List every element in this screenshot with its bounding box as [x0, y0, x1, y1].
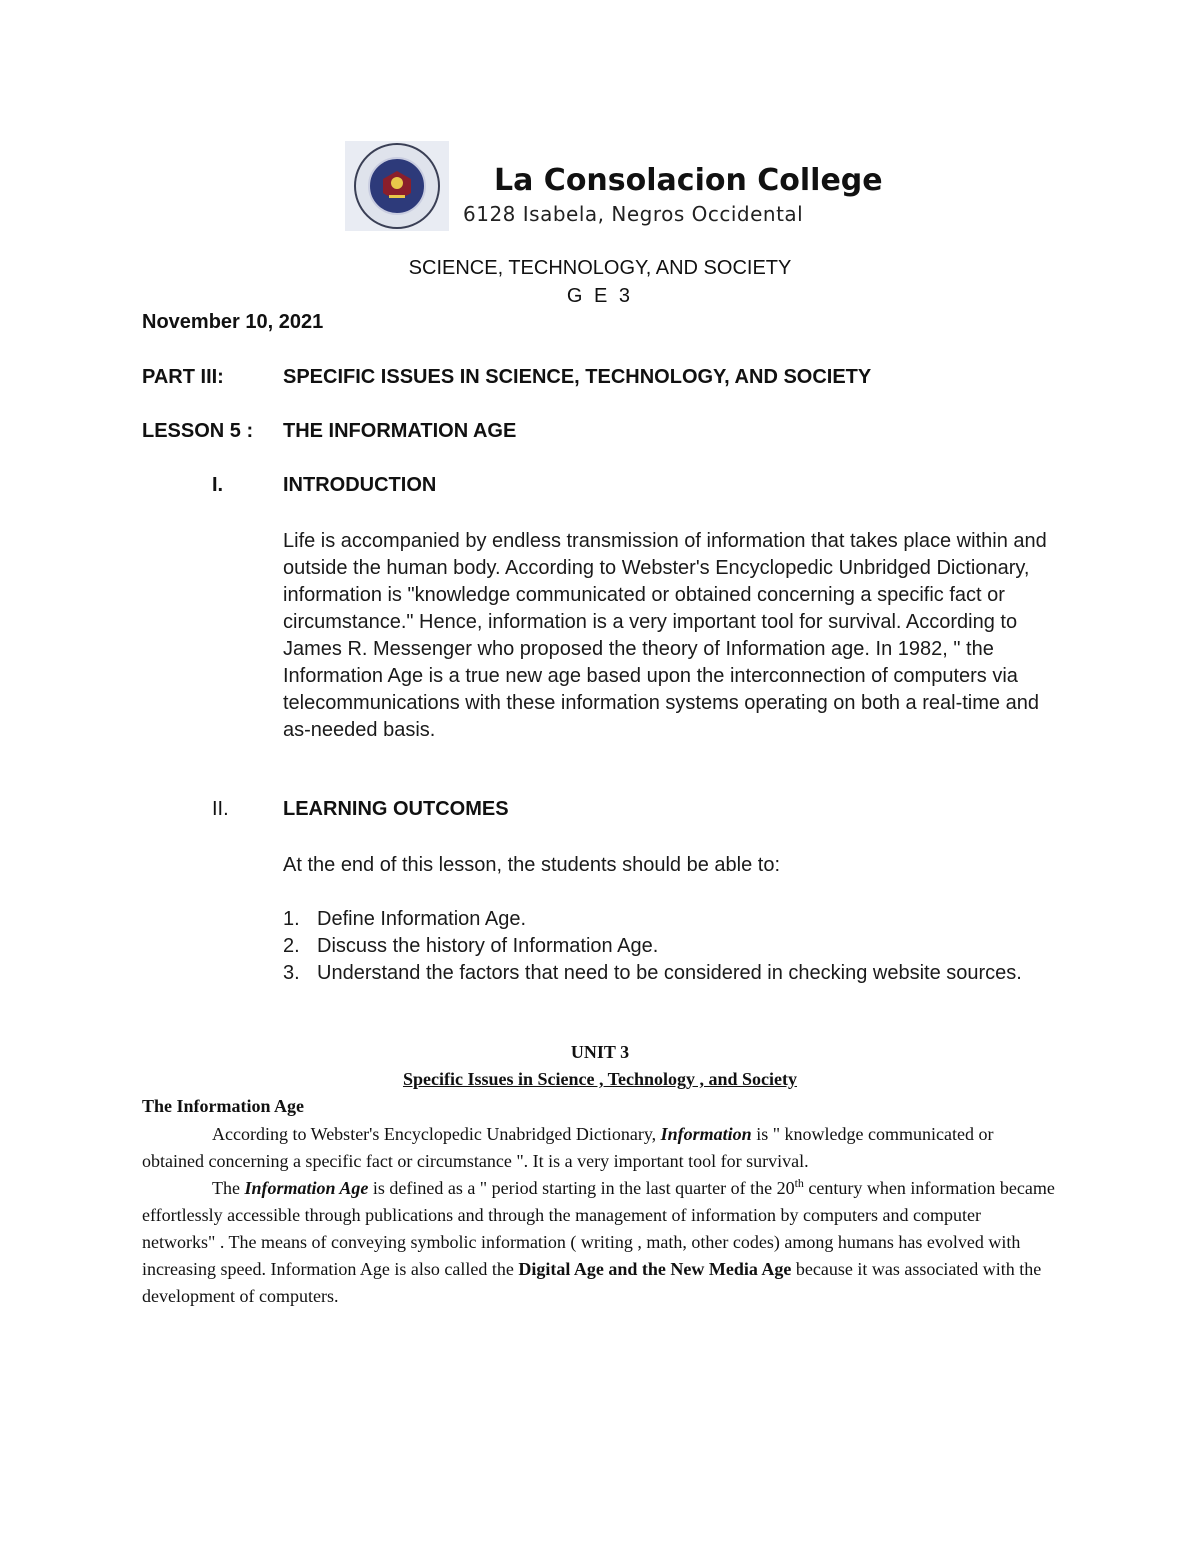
college-name: La Consolacion College	[494, 163, 883, 198]
list-item-text: Define Information Age.	[317, 908, 527, 930]
section-numeral-intro: I.	[212, 474, 224, 496]
document-date: November 10, 2021	[142, 311, 324, 333]
list-item-text: Understand the factors that need to be considered in checking website sources.	[317, 962, 1022, 984]
emphasis-term: Information Age	[244, 1178, 369, 1198]
text-run: is " knowledge communicated or obtained concerning a specific fact or circumstance ". It is a very important tool for survival.	[142, 1124, 994, 1171]
unit-title: UNIT 3	[570, 1042, 630, 1062]
list-item-number: 2.	[283, 935, 300, 957]
text-run: because it was associated with the development of computers.	[142, 1259, 1042, 1306]
list-item	[283, 960, 1073, 987]
section-numeral-outcomes: II.	[212, 798, 229, 820]
college-address: 6128 Isabela, Negros Occidental	[463, 202, 804, 226]
list-item-number: 3.	[283, 962, 300, 984]
course-code: G E 3	[566, 285, 634, 307]
bold-term: Digital Age and the New Media Age	[518, 1259, 792, 1279]
text-run: is defined as a " period starting in the last quarter of the 20	[368, 1178, 795, 1198]
text-run: The	[212, 1178, 245, 1198]
section-heading-intro: INTRODUCTION	[283, 474, 437, 496]
lesson-label: LESSON 5 :	[142, 420, 254, 442]
section-heading-outcomes: LEARNING OUTCOMES	[283, 798, 509, 820]
list-item	[283, 906, 1073, 933]
list-item-text: Discuss the history of Information Age.	[317, 935, 659, 957]
part-title: SPECIFIC ISSUES IN SCIENCE, TECHNOLOGY, AND SOCIETY	[283, 366, 872, 388]
text-run: century when information became effortlessly accessible through publications and through the management of information by computers and computer networks" . The means of conveying symbolic information ( writing , math, other codes) among humans has evolved with increasing speed. Information Age is also called the	[142, 1178, 1055, 1279]
unit-body	[142, 1121, 1057, 1310]
unit-subtitle: Specific Issues in Science , Technology , and Society	[402, 1069, 798, 1089]
outcomes-intro: At the end of this lesson, the students should be able to:	[283, 854, 781, 876]
superscript: th	[794, 1176, 804, 1190]
lesson-title: THE INFORMATION AGE	[283, 420, 517, 442]
list-item	[283, 933, 1073, 960]
part-label: PART III:	[142, 366, 224, 388]
unit-paragraph-2	[142, 1175, 1057, 1310]
unit-heading: The Information Age	[142, 1096, 304, 1116]
outcomes-list	[283, 906, 1073, 987]
college-logo	[345, 141, 449, 231]
unit-paragraph-1	[142, 1121, 1057, 1175]
text-run: According to Webster's Encyclopedic Unabridged Dictionary,	[212, 1124, 661, 1144]
course-title: SCIENCE, TECHNOLOGY, AND SOCIETY	[408, 257, 792, 279]
introduction-text: Life is accompanied by endless transmission of information that takes place within and outside the human body. According to Webster's Encyclopedic Unbridged Dictionary, information is "knowledge communicated or obtained concerning a specific fact or circumstance." Hence, information is a very important tool for survival. According to James R. Messenger who proposed the theory of Information age. In 1982, " the Information Age is a true new age based upon the interconnection of computers via telecommunications with these information systems operating on both a real-time and as-needed basis.	[283, 530, 1047, 741]
introduction-paragraph	[283, 528, 1063, 744]
emphasis-term: Information	[660, 1124, 752, 1144]
list-item-number: 1.	[283, 908, 300, 930]
